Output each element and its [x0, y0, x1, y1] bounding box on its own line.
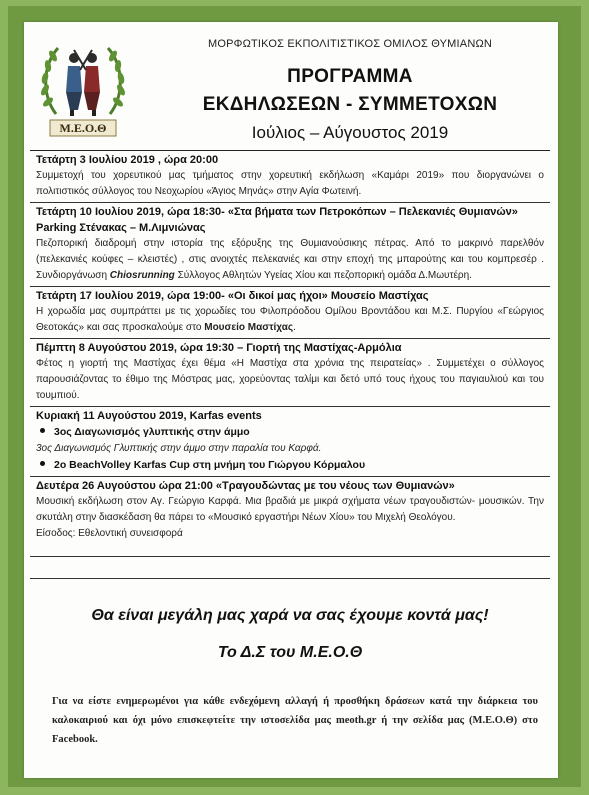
- event-item: [30, 407, 550, 477]
- events-list: [30, 150, 550, 557]
- bullet-item: [36, 424, 544, 441]
- museum-emphasis: Μουσείο Μαστίχας: [204, 322, 294, 333]
- event-description-text: Σύλλογος Αθλητών Υγείας Χίου και πεζοπορική ομάδα Δ.Μωυτέρη.: [174, 270, 472, 281]
- bullet-text: 3ος Διαγωνισμός γλυπτικής στην άμμο: [54, 426, 250, 438]
- bullet-dot-icon: [40, 428, 45, 433]
- organization-name: ΜΟΡΦΩΤΙΚΟΣ ΕΚΠΟΛΙΤΙΣΤΙΚΟΣ ΟΜΙΛΟΣ ΘΥΜΙΑΝΩΝ: [207, 38, 493, 50]
- bullet-description: 3ος Διαγωνισμός Γλυπτικής στην άμμο στην παραλία του Καρφά.: [36, 443, 322, 454]
- event-description-text: Η χορωδία μας συμπράττει με τις χορωδίες του Φιλοπρόοδου Ομίλου Βροντάδου και Μ.Σ. Πυργίου «Γεώργιος Θεοτοκάς» και σας προσκαλούμε στο: [36, 306, 544, 333]
- event-description: [36, 304, 544, 336]
- bullet-item: [36, 457, 544, 474]
- page-title-line2: ΕΚΔΗΛΩΣΕΩΝ - ΣΥΜΜΕΤΟΧΩΝ: [202, 94, 498, 115]
- event-item: [30, 151, 550, 203]
- event-title: Τετάρτη 10 Ιουλίου 2019, ώρα 18:30- «Στα βήματα των Πετροκόπων – Πελεκανιές Θυμιανών» Parking Στένακας – Μ.Λιμνιώνας: [36, 206, 518, 234]
- entry-fee: Είσοδος: Εθελοντική συνεισφορά: [36, 528, 183, 539]
- event-title: Κυριακή 11 Αυγούστου 2019, Karfas events: [36, 410, 262, 422]
- club-logo: [34, 36, 132, 140]
- closing-signature: Το Δ.Σ του Μ.Ε.Ο.Θ: [217, 644, 363, 661]
- event-title: Τετάρτη 3 Ιουλίου 2019 , ώρα 20:00: [36, 154, 219, 166]
- event-item: [30, 287, 550, 339]
- chiosrunning-emphasis: Chiosrunning: [109, 270, 175, 281]
- bullet-text: 2ο BeachVolley Karfas Cup στη μνήμη του Γιώργου Κόρμαλου: [54, 459, 366, 471]
- event-description-text: .: [293, 322, 296, 333]
- event-description: Φέτος η γιορτή της Μαστίχας έχει θέμα «Η Μαστίχα στα χρόνια της πειρατείας» . Συμμετέχει ο σύλλογος παρουσιάζοντας το έθιμο της Μόστρας μας, χορεύοντας ταλίμι και δετό υπό τους ήχους του παγιαυλιού και του τουμπιού.: [36, 358, 544, 401]
- event-description: Συμμετοχή του χορευτικού μας τμήματος στην χορευτική εκδήλωση «Καμάρι 2019» που διοργανώνει ο πολιτιστικός σύλλογος του Νεοχωρίου «Άγιος Μηνάς» στην Αγία Φωτεινή.: [36, 170, 544, 197]
- event-description-text: Πεζοπορική διαδρομή στην ιστορία της εξόρυξης της Θυμιανούσικης πέτρας. Από το μακρινό παρελθόν (πελεκανιές κούφες – κλειστές) , στις ανοιχτές πελεκανιές και στην εποχή της μπαρούτης και του κομπρεσέρ . Συνδιοργάνωση: [36, 238, 544, 281]
- period-subtitle: Ιούλιος – Αύγουστος 2019: [251, 123, 449, 142]
- event-item: [30, 339, 550, 407]
- bullet-dot-icon: [40, 461, 45, 466]
- closing-section: [30, 578, 550, 775]
- event-description: [36, 236, 544, 284]
- event-title: Τετάρτη 17 Ιουλίου 2019, ώρα 19:00- «Οι δικοί μας ήχοι» Μουσείο Μαστίχας: [36, 290, 429, 302]
- event-title: Πέμπτη 8 Αυγούστου 2019, ώρα 19:30 – Γιορτή της Μαστίχας-Αρμόλια: [36, 342, 402, 354]
- event-description: Μουσική εκδήλωση στον Αγ. Γεώργιο Καρφά. Μια βραδιά με μικρά σχήματα νέων τραγουδιστών- μουσικών. Την σκυτάλη στην διασκέδαση θα πάρει το «Μουσικό εργαστήρι Νέων Χίου» του Μιχελή Θεολόγου.: [36, 496, 544, 523]
- info-notice: Για να είστε ενημερωμένοι για κάθε ενδεχόμενη αλλαγή ή προσθήκη δράσεων κατά την διάρκεια του καλοκαιριού και όχι μόνο επισκεφτείτε την ιστοσελίδα μας meoth.gr ή την σελίδα μας (Μ.Ε.Ο.Θ) στο Facebook.: [52, 696, 538, 745]
- page-title-line1: ΠΡΟΓΡΑΜΜΑ: [287, 66, 413, 87]
- closing-message: Θα είναι μεγάλη μας χαρά να σας έχουμε κοντά μας!: [91, 607, 489, 624]
- header: [30, 26, 552, 150]
- event-title: Δευτέρα 26 Αυγούστου ώρα 21:00 «Τραγουδώντας με του νέους των Θυμιανών»: [36, 480, 455, 492]
- logo-text: Μ.Ε.Ο.Θ: [59, 121, 107, 135]
- event-item: [30, 477, 550, 557]
- logo-emblem-icon: [34, 36, 132, 140]
- event-item: [30, 203, 550, 287]
